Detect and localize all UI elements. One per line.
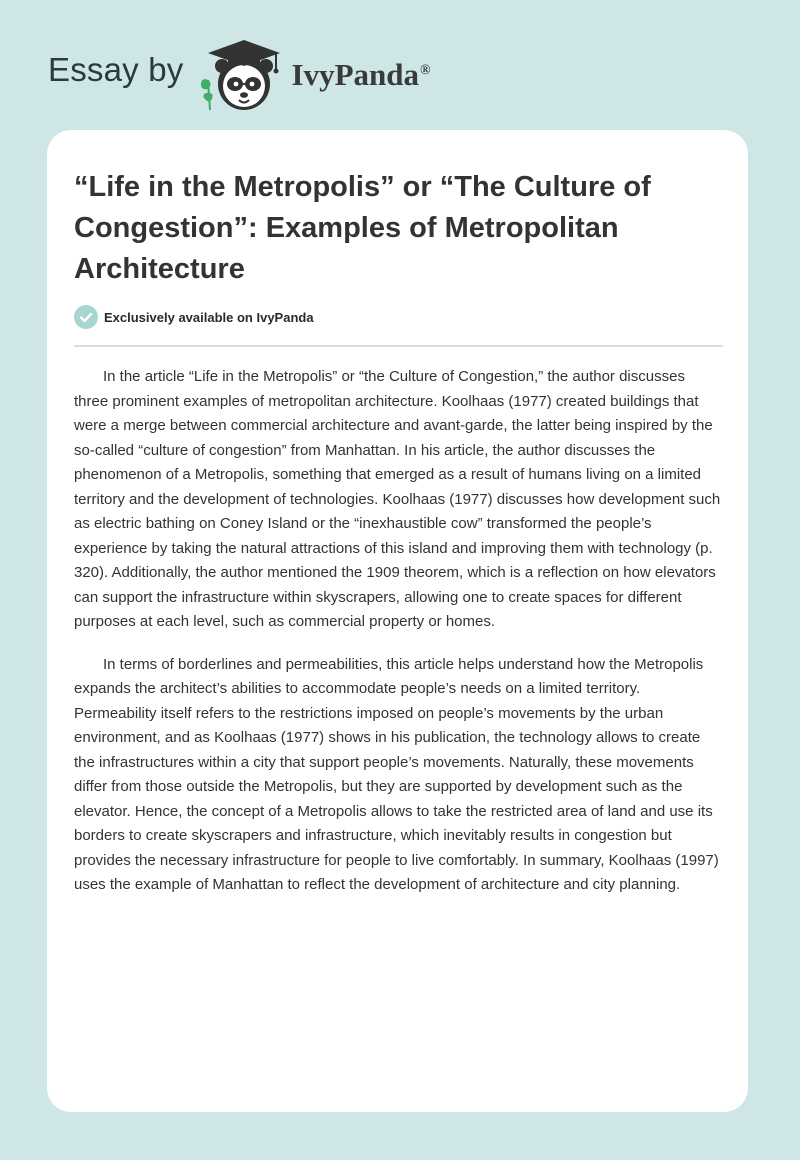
title-divider — [74, 345, 723, 347]
essay-card — [47, 130, 748, 1112]
panda-mascot-icon — [196, 34, 286, 114]
registered-mark: ® — [419, 62, 431, 78]
checkmark-icon — [74, 305, 98, 329]
site-header-logo[interactable] — [48, 34, 430, 114]
exclusive-badge-label: Exclusively available on IvyPanda — [104, 309, 314, 325]
brand-prefix: Essay by — [48, 51, 184, 88]
brand-name: IvyPanda® — [291, 57, 431, 92]
exclusive-badge — [74, 305, 314, 329]
essay-paragraph: In terms of borderlines and permeabilities, this article helps understand how the Metropolis expands the architect’s abilities to accommodate people’s needs on a limited territory. Permeability itself refers to the restrictions imposed on people’s movements by the urban environment, and as Koolhaas (1977) shows in his publication, the technology allows to create the infrastructures within a city that support people’s movements. Naturally, these movements differ from those outside the Metropolis, but they are supported by development such as the elevator. Hence, the concept of a Metropolis allows to take the restricted area of land and use its borders to create skyscrapers and infrastructure, which inevitably results in congestion but provides the necessary infrastructure for people to live comfortably. In summary, Koolhaas (1997) uses the example of Manhattan to reflect the development of architecture and city planning. — [74, 655, 719, 893]
essay-title: “Life in the Metropolis” or “The Culture of Congestion”: Examples of Metropolitan Architecture — [74, 171, 651, 285]
essay-paragraph: In the article “Life in the Metropolis” or “the Culture of Congestion,” the author discusses three prominent examples of metropolitan architecture. Koolhaas (1977) created buildings that were a merge between commercial architecture and avant-garde, the latter being inspired by the so-called “culture of congestion” from Manhattan. In his article, the author discusses the phenomenon of a Metropolis, something that emerged as a result of humans living on a limited territory and the development of technologies. Koolhaas (1977) discusses how development such as electric bathing on Coney Island or the “inexhaustible cow” transformed the people’s experience by taking the natural attractions of this island and improving them with technology (p. 320). Additionally, the author mentioned the 1909 theorem, which is a reflection on how elevators can support the infrastructure within skyscrapers, allowing one to create spaces for different purposes at each level, such as commercial property or homes. — [74, 368, 721, 630]
essay-body — [74, 365, 723, 916]
